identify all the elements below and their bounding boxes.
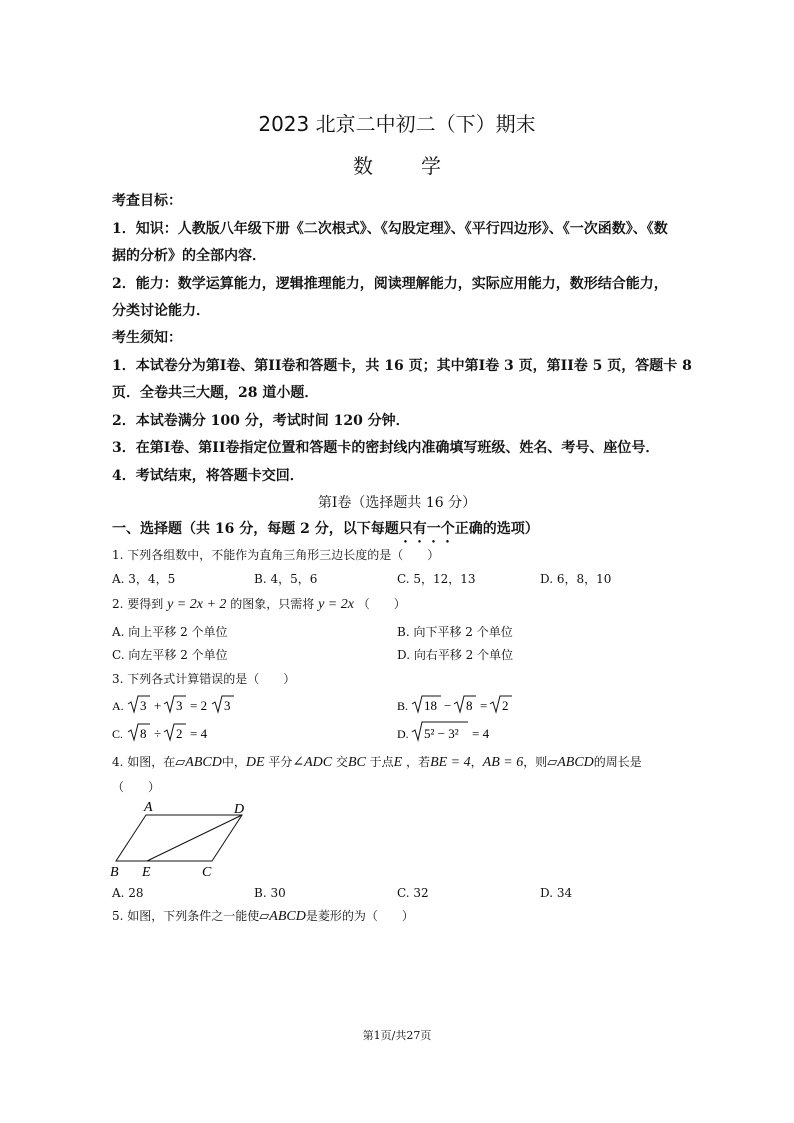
q1-option-b: B. 4，5，6 [254,572,318,586]
q4-stem-a: 4. 如图，在 [112,755,176,769]
q4-be-eq: BE = 4 [430,755,471,770]
q3-b-r2: 8 [466,698,473,713]
q2-stem-b: 的图象，只需将 [230,597,315,611]
q4-stem-d: 交 [335,755,348,769]
q5-parallelogram-symbol: ▱ [259,909,270,924]
q3-options [100,690,560,750]
q3-a-radical-3 [212,696,234,712]
notice-3: 3．在第Ⅰ卷、第II卷指定位置和答题卡的密封线内准确填写班级、姓名、考号、座位号． [112,440,660,456]
label-b: B [110,865,119,880]
q3-a-r1: 3 [140,698,147,713]
label-c: C [202,865,212,880]
subject-title [0,150,794,179]
q1-option-c: C. 5，12，13 [397,572,476,586]
segment-de [147,815,242,861]
q2-equation-2: y = 2x [318,597,354,612]
q3-a-r2: 3 [176,698,183,713]
q4-de: DE [245,755,265,770]
q5-stem-a: 5. 如图，下列条件之一能使 [112,909,260,923]
goal-2-line2: 分类讨论能力． [112,303,210,319]
subject-char-2: 学 [421,154,441,178]
q2-equation-1: y = 2x + 2 [167,597,227,612]
q5-abcd: ABCD [269,909,306,924]
q4-stem-c: 平分 [268,755,293,769]
q1-option-a: A. 3，4，5 [112,572,176,586]
subject-char-1: 数 [353,154,373,178]
q4-stem [112,753,642,771]
goal-1-line1: 1．知识：人教版八年级下册《二次根式》、《勾股定理》、《平行四边形》、《一次函数》、《数 [112,221,668,237]
q4-figure [104,796,264,880]
q1-stem: 1. 下列各组数中，不能作为直角三角形三边长度的是（ ） [112,548,440,562]
q4-ab-eq: AB = 6 [482,755,524,770]
page-title: 2023 北京二中初二（下）期末 [258,112,536,136]
goal-2-line1: 2．能力：数学运算能力，逻辑推理能力，阅读理解能力，实际应用能力，数形结合能力， [112,276,668,292]
label-a: A [144,800,153,815]
notice-1-line2: 页．全卷共三大题，28 道小题． [112,385,319,401]
q2-stem-c: （ ） [357,597,406,611]
q3-c-eq: = 4 [190,726,208,741]
q3-b-radical-2 [454,696,476,712]
q3-d-r1: 5² − 3² [424,726,459,741]
q2-option-b: B. 向下平移 2 个单位 [397,625,513,639]
q4-stem-g: ， [470,755,483,769]
q3-option-d-label: D. [397,727,409,741]
part1-heading: 第Ⅰ卷（选择题共 16 分） [317,495,477,511]
q3-option-a-label: A. [112,699,124,713]
q2-option-d: D. 向右平移 2 个单位 [397,648,514,662]
q3-option-c-label: C. [112,727,124,741]
q2-option-c: C. 向左平移 2 个单位 [112,648,228,662]
q4-angle: ∠ADC [292,755,333,770]
q3-option-b-label: B. [397,699,409,713]
q4-option-b: B. 30 [254,886,286,900]
q3-a-r3: 3 [224,698,231,713]
q3-a-plus: + [154,698,162,713]
q3-c-radical-2 [164,724,186,740]
section-title-emphasis: 只有一个 [398,521,455,537]
section-title [112,518,539,546]
q4-abcd: ABCD [185,755,222,770]
q4-option-c: C. 32 [397,886,429,900]
page-number: 第1页/共27页 [362,1029,432,1042]
q5-stem-b: 是菱形的为（ ） [305,909,414,923]
label-e: E [142,865,151,880]
q3-b-eq: = [480,698,488,713]
q3-c-radical-1 [128,724,150,740]
section-title-a: 一、选择题（共 16 分，每题 2 分，以下每题 [112,521,399,537]
q2-stem [112,595,406,613]
notice-4: 4．考试结束，将答题卡交回． [112,468,304,484]
goal-1-line2: 据的分析》的全部内容． [112,248,266,264]
q3-a-radical-2 [164,696,186,712]
q1-option-d: D. 6，8，10 [540,572,612,586]
q5-stem [112,907,414,925]
q4-stem-b: 中， [221,755,246,769]
q3-d-eq: = 4 [472,726,490,741]
q4-option-a: A. 28 [112,886,144,900]
parallelogram-symbol: ▱ [175,755,186,770]
q4-stem-i: 的周长是 [593,755,642,769]
q3-b-r3: 2 [502,698,509,713]
q4-option-d: D. 34 [540,886,573,900]
notice-1-line1: 1．本试卷分为第Ⅰ卷、第II卷和答题卡，共 16 页；其中第Ⅰ卷 3 页，第II卷 5 页，答题卡 8 [112,358,692,374]
notice-heading: 考生须知： [112,330,182,346]
q3-c-r1: 8 [140,726,147,741]
parallelogram-abcd [116,815,242,861]
q3-b-r1: 18 [424,698,437,713]
notice-2: 2．本试卷满分 100 分，考试时间 120 分钟． [112,413,410,429]
q2-stem-a: 2. 要得到 [112,597,164,611]
q3-c-r2: 2 [176,726,183,741]
section-title-b: 正确的选项） [454,521,539,537]
q3-a-eq: = 2 [190,698,208,713]
q4-stem-e: 于点 [369,755,394,769]
q3-b-minus: − [444,698,452,713]
q4-paren: （ ） [112,780,161,794]
goal-heading: 考查目标： [112,193,182,209]
q3-b-radical-3 [490,696,512,712]
label-d: D [234,802,245,817]
q3-stem: 3. 下列各式计算错误的是（ ） [112,672,296,686]
parallelogram-symbol-2: ▱ [547,755,558,770]
q3-a-radical-1 [128,696,150,712]
q2-option-a: A. 向上平移 2 个单位 [112,625,228,639]
q3-c-div: ÷ [154,726,162,741]
q4-abcd-2: ABCD [557,755,594,770]
q4-bc: BC [347,755,366,770]
q4-stem-f: ，若 [406,755,431,769]
q4-e: E [393,755,403,770]
q4-stem-h: ，则 [523,755,548,769]
